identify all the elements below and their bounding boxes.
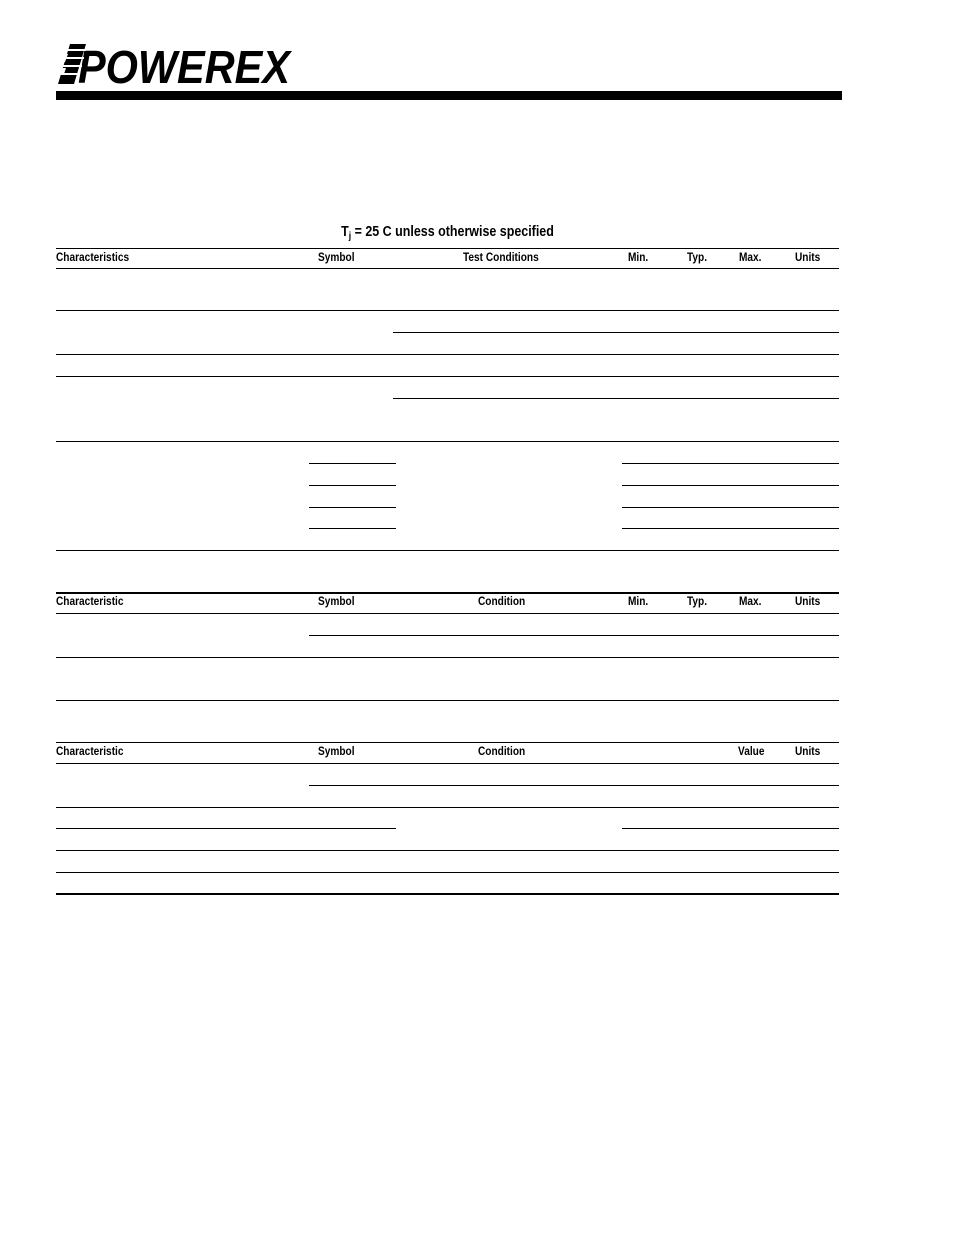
col-header-condition: Condition	[478, 746, 526, 758]
table2-top-rule	[56, 592, 839, 594]
col-header-units: Units	[795, 596, 821, 608]
col-header-typ: Typ.	[687, 596, 708, 608]
table-row-rule	[309, 528, 396, 529]
svg-text:POWEREX: POWEREX	[78, 41, 292, 88]
powerex-logo	[56, 40, 292, 88]
table3-bottom-rule	[56, 893, 839, 895]
col-header-characteristic: Characteristic	[56, 596, 124, 608]
table-row-rule	[393, 332, 839, 333]
table3-top-rule	[56, 742, 839, 743]
table-row-rule	[309, 635, 839, 636]
table-row-rule	[56, 807, 839, 808]
table-row-rule	[622, 485, 839, 486]
table1-caption: $T_j = 25$ C unless otherwise specified	[341, 224, 554, 242]
header-rule	[56, 91, 842, 100]
col-header-characteristics: Characteristics	[56, 252, 130, 264]
table-row-rule	[56, 441, 839, 442]
col-header-symbol: Symbol	[318, 252, 355, 264]
table1-header-rule	[56, 268, 839, 269]
col-header-symbol: Symbol	[318, 596, 355, 608]
table1-top-rule	[56, 248, 839, 249]
table-row-rule	[56, 657, 839, 658]
table-row-rule	[309, 485, 396, 486]
table-row-rule	[622, 463, 839, 464]
table-row-rule	[309, 463, 396, 464]
col-header-value: Value	[738, 746, 765, 758]
table3-header-rule	[56, 763, 839, 764]
col-header-typ: Typ.	[687, 252, 708, 264]
col-header-units: Units	[795, 746, 821, 758]
col-header-max: Max.	[739, 596, 762, 608]
table-row-rule	[622, 528, 839, 529]
col-header-min: Min.	[628, 252, 649, 264]
col-header-condition: Condition	[478, 596, 526, 608]
table-row-rule	[309, 507, 396, 508]
table-row-rule	[56, 828, 396, 829]
table2-bottom-rule	[56, 700, 839, 701]
col-header-characteristic: Characteristic	[56, 746, 124, 758]
table-row-rule	[56, 872, 839, 873]
table-row-rule	[56, 376, 839, 377]
table-row-rule	[56, 850, 839, 851]
table-row-rule	[309, 785, 839, 786]
table1-bottom-rule	[56, 550, 839, 551]
col-header-min: Min.	[628, 596, 649, 608]
col-header-symbol: Symbol	[318, 746, 355, 758]
col-header-max: Max.	[739, 252, 762, 264]
table-row-rule	[622, 828, 839, 829]
col-header-units: Units	[795, 252, 821, 264]
col-header-test-conditions: Test Conditions	[463, 252, 539, 264]
table-row-rule	[622, 507, 839, 508]
table2-header-rule	[56, 613, 839, 614]
table-row-rule	[56, 310, 839, 311]
table-row-rule	[393, 398, 839, 399]
table-row-rule	[56, 354, 839, 355]
